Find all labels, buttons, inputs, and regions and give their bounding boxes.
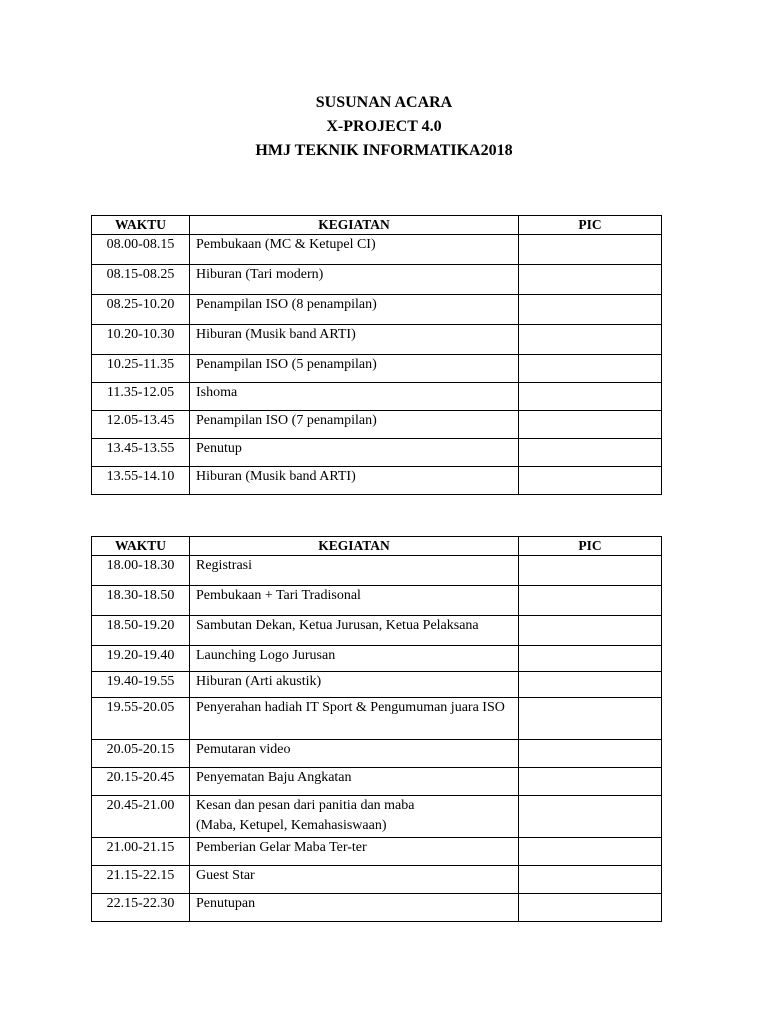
activity-cell: Launching Logo Jurusan [190,646,519,672]
pic-cell [519,467,662,495]
pic-cell [519,586,662,616]
pic-cell [519,355,662,383]
title-line-2: X-PROJECT 4.0 [326,118,442,135]
header-kegiatan: KEGIATAN [190,216,519,235]
header-waktu: WAKTU [92,537,190,556]
table-row [92,325,662,355]
time-cell: 13.45-13.55 [92,439,190,467]
table-row [92,698,662,740]
pic-cell [519,265,662,295]
pic-cell [519,325,662,355]
time-cell: 18.30-18.50 [92,586,190,616]
activity-cell: Penutupan [190,894,519,922]
activity-cell: Pemberian Gelar Maba Ter-ter [190,838,519,866]
time-cell: 21.00-21.15 [92,838,190,866]
pic-cell [519,616,662,646]
title-line-1: SUSUNAN ACARA [315,94,453,111]
table-row [92,616,662,646]
activity-cell: Sambutan Dekan, Ketua Jurusan, Ketua Pelaksana [190,616,519,646]
table-row [92,894,662,922]
activity-cell: Penampilan ISO (8 penampilan) [190,295,519,325]
pic-cell [519,894,662,922]
table-row [92,838,662,866]
table-header-row [92,537,662,556]
header-kegiatan: KEGIATAN [190,537,519,556]
time-cell: 08.15-08.25 [92,265,190,295]
time-cell: 08.25-10.20 [92,295,190,325]
pic-cell [519,383,662,411]
time-cell: 12.05-13.45 [92,411,190,439]
pic-cell [519,646,662,672]
activity-cell: Penutup [190,439,519,467]
schedule-table-evening [91,536,662,922]
activity-cell: Registrasi [190,556,519,586]
table-row [92,355,662,383]
table-row [92,439,662,467]
time-cell: 10.20-10.30 [92,325,190,355]
activity-cell: Guest Star [190,866,519,894]
table-header-row [92,216,662,235]
time-cell: 20.05-20.15 [92,740,190,768]
activity-cell: Penampilan ISO (5 penampilan) [190,355,519,383]
pic-cell [519,439,662,467]
time-cell: 21.15-22.15 [92,866,190,894]
table-row [92,265,662,295]
time-cell: 11.35-12.05 [92,383,190,411]
title-line-3: HMJ TEKNIK INFORMATIKA2018 [255,142,513,159]
table-row [92,586,662,616]
pic-cell [519,672,662,698]
pic-cell [519,295,662,325]
time-cell: 19.20-19.40 [92,646,190,672]
time-cell: 20.45-21.00 [92,796,190,838]
document-title [0,91,768,163]
time-cell: 20.15-20.45 [92,768,190,796]
header-pic: PIC [519,537,662,556]
table-row [92,235,662,265]
pic-cell [519,866,662,894]
time-cell: 19.40-19.55 [92,672,190,698]
table-row [92,556,662,586]
activity-cell: Penyerahan hadiah IT Sport & Pengumuman juara ISO [190,698,519,740]
table-row [92,866,662,894]
time-cell: 19.55-20.05 [92,698,190,740]
header-waktu: WAKTU [92,216,190,235]
table-row [92,383,662,411]
time-cell: 08.00-08.15 [92,235,190,265]
time-cell: 10.25-11.35 [92,355,190,383]
pic-cell [519,740,662,768]
schedule-table-morning [91,215,662,495]
table-row [92,295,662,325]
activity-cell: Hiburan (Arti akustik) [190,672,519,698]
pic-cell [519,411,662,439]
activity-cell: Kesan dan pesan dari panitia dan maba (Maba, Ketupel, Kemahasiswaan) [190,796,519,838]
time-cell: 22.15-22.30 [92,894,190,922]
table-row [92,672,662,698]
table-row [92,768,662,796]
activity-cell: Ishoma [190,383,519,411]
activity-cell: Hiburan (Musik band ARTI) [190,325,519,355]
time-cell: 13.55-14.10 [92,467,190,495]
table-row [92,467,662,495]
activity-cell: Hiburan (Musik band ARTI) [190,467,519,495]
time-cell: 18.50-19.20 [92,616,190,646]
activity-cell: Penampilan ISO (7 penampilan) [190,411,519,439]
header-pic: PIC [519,216,662,235]
time-cell: 18.00-18.30 [92,556,190,586]
pic-cell [519,768,662,796]
activity-cell: Pembukaan (MC & Ketupel CI) [190,235,519,265]
table-row [92,411,662,439]
pic-cell [519,796,662,838]
table-row [92,740,662,768]
pic-cell [519,838,662,866]
table-row [92,796,662,838]
pic-cell [519,235,662,265]
table-row [92,646,662,672]
activity-cell: Penyematan Baju Angkatan [190,768,519,796]
activity-cell: Hiburan (Tari modern) [190,265,519,295]
activity-cell: Pembukaan + Tari Tradisonal [190,586,519,616]
pic-cell [519,556,662,586]
activity-cell: Pemutaran video [190,740,519,768]
pic-cell [519,698,662,740]
